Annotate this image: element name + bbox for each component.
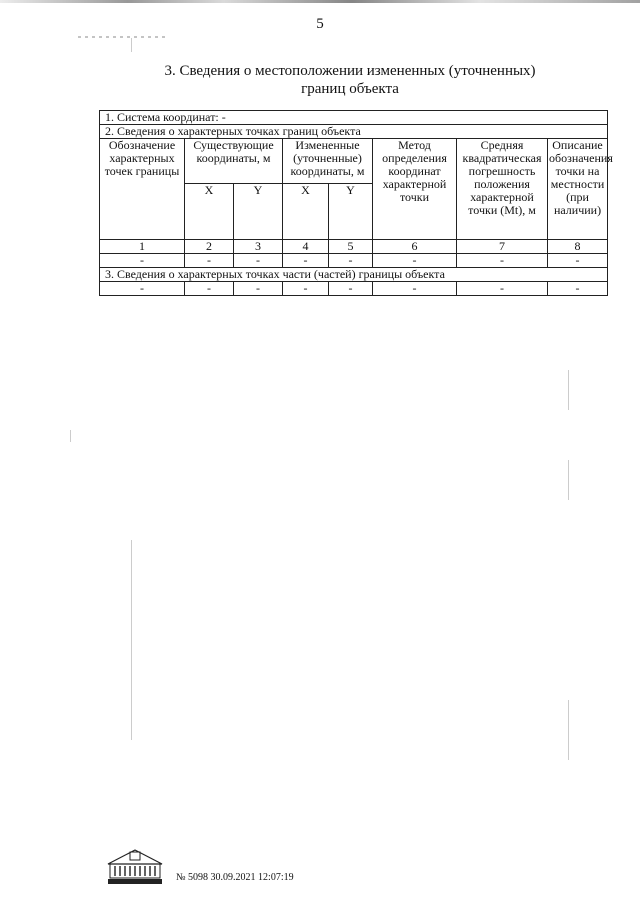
document-registration: № 5098 30.09.2021 12:07:19	[176, 872, 294, 883]
table-cell: -	[100, 282, 185, 296]
table-cell: -	[373, 254, 457, 268]
table-cell: -	[283, 282, 329, 296]
table-row	[100, 111, 608, 125]
table-cell: -	[457, 254, 548, 268]
table-cell: -	[373, 282, 457, 296]
col-number: 2	[185, 240, 234, 254]
coordinate-system-row: 1. Система координат: -	[100, 111, 608, 125]
table-row-numbers	[100, 240, 608, 254]
col-number: 7	[457, 240, 548, 254]
header-method: Метод определения координат характерной точки	[373, 139, 457, 240]
table-cell: -	[283, 254, 329, 268]
table-row	[100, 125, 608, 139]
col-number: 6	[373, 240, 457, 254]
header-x-existing: X	[185, 184, 234, 240]
scan-artifact	[131, 540, 132, 740]
header-designation: Обозначение характерных точек границы	[100, 139, 185, 240]
table-cell: -	[100, 254, 185, 268]
table-header-row	[100, 139, 608, 184]
table-cell: -	[457, 282, 548, 296]
scan-artifact	[568, 460, 569, 500]
header-y-changed: Y	[329, 184, 373, 240]
col-number: 3	[234, 240, 283, 254]
scan-artifact	[70, 430, 71, 442]
scan-artifact-dots	[78, 36, 168, 38]
scan-artifact-top	[0, 0, 640, 3]
table-cell: -	[234, 282, 283, 296]
table-cell: -	[548, 254, 608, 268]
part-boundary-points-row: 3. Сведения о характерных точках части (частей) границы объекта	[100, 268, 608, 282]
col-number: 4	[283, 240, 329, 254]
table-row	[100, 282, 608, 296]
table-cell: -	[234, 254, 283, 268]
table-cell: -	[329, 254, 373, 268]
section-title	[140, 62, 560, 98]
col-number: 5	[329, 240, 373, 254]
section-title-line1: 3. Сведения о местоположении измененных (уточненных)	[164, 63, 536, 79]
boundary-points-row: 2. Сведения о характерных точках границ объекта	[100, 125, 608, 139]
section-title-line2: границ объекта	[301, 81, 399, 97]
header-description: Описание обозначения точки на местности (при наличии)	[548, 139, 608, 240]
scan-artifact	[568, 370, 569, 410]
col-number: 1	[100, 240, 185, 254]
table-cell: -	[329, 282, 373, 296]
building-stamp-icon	[100, 846, 170, 888]
table-row	[100, 268, 608, 282]
table-cell: -	[185, 254, 234, 268]
header-error: Средняя квадратическая погрешность положения характерной точки (Mt), м	[457, 139, 548, 240]
header-x-changed: X	[283, 184, 329, 240]
scan-artifact	[131, 38, 132, 52]
header-existing: Существующие координаты, м	[185, 139, 283, 184]
col-number: 8	[548, 240, 608, 254]
scan-artifact	[568, 700, 569, 760]
stamp-logo	[100, 846, 170, 888]
table-cell: -	[185, 282, 234, 296]
table-row	[100, 254, 608, 268]
page-number: 5	[316, 16, 324, 32]
header-changed: Измененные (уточненные) координаты, м	[283, 139, 373, 184]
boundary-points-table	[99, 110, 613, 296]
table-cell: -	[548, 282, 608, 296]
header-y-existing: Y	[234, 184, 283, 240]
